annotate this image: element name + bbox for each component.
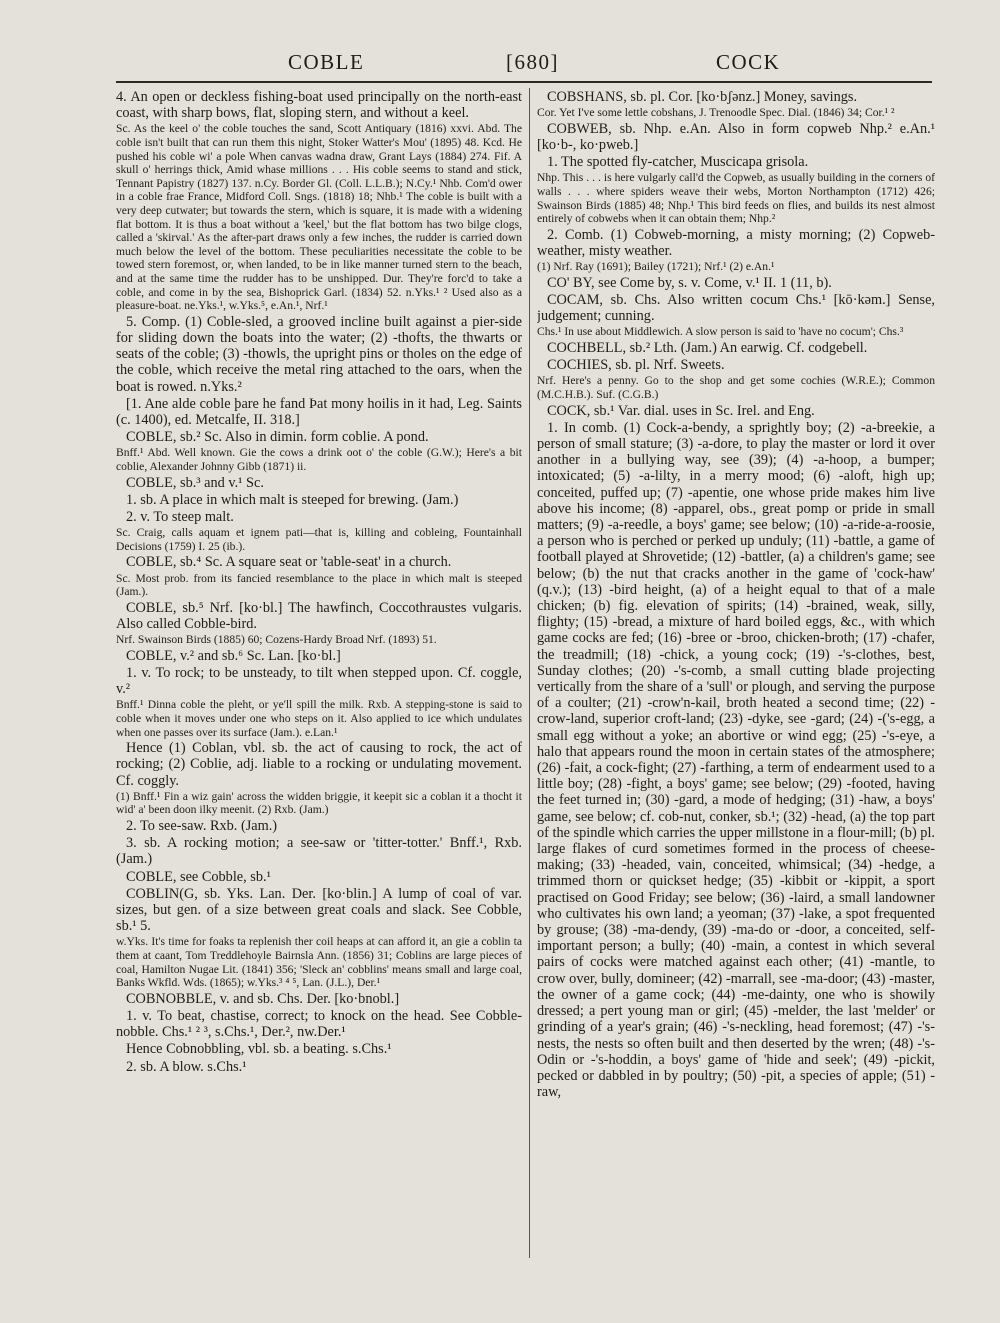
entry-paragraph: 5. Comp. (1) Coble-sled, a grooved incline built against a pier-side for sliding down the boats into the water; (2) -thofts, the thwarts or seats of the coble; (3) -thowls, the upright pins or tholes on the edge of the coble, which receive the metal ring attached to the oars, when the boat is rowed. n.Yks.² bbox=[116, 313, 522, 395]
citation-paragraph: w.Yks. It's time for foaks ta replenish ther coil heaps at can afford it, an gie a coblin ta them at caant, Tom Treddlehoyle Bairnsla Ann. (1856) 31; Coblins are large pieces of coal, Hamilton Nugae Lit. (1841) 356; 'Sleck an' cobblins' means small and large coal, Banks Wkfld. Wds. (1865); w.Yks.³ ⁴ ⁵, Lan. (J.L.), Der.¹ bbox=[116, 935, 522, 990]
citation-paragraph: Cor. Yet I've some lettle cobshans, J. Trenoodle Spec. Dial. (1846) 34; Cor.¹ ² bbox=[537, 106, 895, 120]
column-divider bbox=[529, 88, 530, 1258]
citation-paragraph: Nrf. Here's a penny. Go to the shop and get some cochies (W.R.E.); Common (M.C.H.B.). Suf. (C.G.B.) bbox=[537, 374, 935, 401]
citation-paragraph: Bnff.¹ Abd. Well known. Gie the cows a drink oot o' the coble (G.W.); Here's a bit coblie, Alexander Johnny Gibb (1871) ii. bbox=[116, 446, 522, 473]
right-column bbox=[537, 89, 935, 1269]
page-number: [680] bbox=[506, 50, 559, 74]
entry-paragraph: 1. In comb. (1) Cock-a-bendy, a sprightly boy; (2) -a-breekie, a person of small stature; (3) -a-dore, to play the master or lord it over another in a bullying way, see (39); (4) -a-hoop, a bumper; intoxicated; (5) -a-lilty, in a merry mood; (6) -aloft, high up; conceited, puffed up; (7) -apentie, one whose pride makes him live above his income; (8) -apparel, obs., great pomp or pride in small matters; (9) -a-reedle, a boys' game; see below; (10) -a-ride-a-roosie, a person who is perched or perked up unduly; (11) -battle, a game of football played at Shrovetide; (12) -battler, (a) a children's game; see below; (b) the nut that cracks another in the game of 'cock-haw' (q.v.); (13) -bird height, (a) of a height equal to that of a male chicken; (b) fig. elevation of spirits; (14) -brained, weak, silly, flighty; (15) -bread, a mixture of hard boiled eggs, &c., with which game cocks are fed; (16) -bree or -broo, chicken-broth; (17) -chafer, the treadmill; (18) -chick, a young cock; (19) -'s-clothes, best, Sunday clothes; (20) -'s-comb, a small cutting blade projecting vertically from the share of a 'sull' or plough, and serving the purpose of a coulter; (21) -crow'n-kail, broth heated a second time; (22) -crow-land, superior croft-land; (23) -dyke, see -gard; (24) -('s-egg, a small egg without a yoke; an abortive or wind egg; (25) -'s-eye, a halo that appears round the moon in certain states of the atmosphere; (26) -fait, a cock-fight; (27) -farthing, a term of endearment used to a little boy; (28) -fight, a boys' game; see below; (29) -footed, having the feet turned in; (30) -gard, a mode of hedging; (31) -haw, a boys' game, see below; cf. cob-nut, conker, sb.¹; (32) -head, (a) the top part of the spindle which carries the upper millstone in a flour-mill; (b) pl. large flakes of curd sometimes formed in the process of cheese-making; (33) -headed, vain, conceited, whimsical; (34) -hedge, a trimmed thorn or quickset hedge; (35) -kibbit or -kippit, a sport practised on Good Friday; see below; (36) -laird, a small landowner who cultivates his own land; a yeoman; (37) -lake, a spot frequented by grouse; (38) -ma-dendy, (39) -ma-do or -door, a conceited, self-important person; a bully; (40) -main, a contest in which several pairs of cocks were matched against each other; (41) -mantle, to crow over, bully, domineer; (42) -marrall, see -ma-door; (43) -master, the owner of a game cock; (44) -me-dainty, one who is showily dressed; a pert young man or girl; (45) -melder, the last 'melder' or grinding of a year's grain; (46) -'s-neckling, head foremost; (47) -'s-nests, the nests so often built and then deserted by the wren; (48) -'s-Odin or -'s-hoddin, a boys' game of 'hide and seek'; (49) -pickit, pecked or dabbled in by poultry; (50) -pit, a species of apple; (51) -raw, bbox=[537, 419, 935, 1101]
entry-paragraph: COBLIN(G, sb. Yks. Lan. Der. [ko·blin.] A lump of coal of var. sizes, but gen. of a size between great coals and slack. See Cobble, sb.¹ 5. bbox=[116, 885, 522, 935]
entry-paragraph: Hence Cobnobbling, vbl. sb. a beating. s.Chs.¹ bbox=[126, 1041, 392, 1058]
entry-paragraph: COBLE, sb.⁴ Sc. A square seat or 'table-seat' in a church. bbox=[126, 554, 452, 571]
running-head-right: COCK bbox=[716, 50, 781, 74]
citation-paragraph: (1) Bnff.¹ Fin a wiz gain' across the widden briggie, it keepit sic a coblan it a thocht it wid' a' been doon ilky meenit. (2) Rxb. (Jam.) bbox=[116, 789, 522, 817]
citation-paragraph: Bnff.¹ Dinna coble the pleht, or ye'll spill the milk. Rxb. A stepping-stone is said to coble when it moves under one who steps on it. Also applied to ice which undulates when one passes over its surface (Jam.). e.Lan.¹ bbox=[116, 698, 522, 739]
entry-paragraph: COBNOBBLE, v. and sb. Chs. Der. [ko·bnobl.] bbox=[126, 990, 400, 1007]
entry-paragraph: COBLE, v.² and sb.⁶ Sc. Lan. [ko·bl.] bbox=[126, 647, 341, 664]
entry-paragraph: 1. v. To rock; to be unsteady, to tilt when stepped upon. Cf. coggle, v.² bbox=[116, 664, 522, 698]
entry-paragraph: [1. Ane alde coble þare he fand Þat mony hoilis in it had, Leg. Saints (c. 1400), ed. Metcalfe, II. 318.] bbox=[116, 395, 522, 428]
entry-paragraph: COCHBELL, sb.² Lth. (Jam.) An earwig. Cf. codgebell. bbox=[547, 339, 868, 356]
entry-paragraph: COBLE, sb.² Sc. Also in dimin. form coblie. A pond. bbox=[126, 429, 429, 446]
entry-paragraph: 1. v. To beat, chastise, correct; to knock on the head. See Cobble-nobble. Chs.¹ ² ³, s.Chs.¹, Der.², nw.Der.¹ bbox=[116, 1007, 522, 1041]
entry-paragraph: 2. v. To steep malt. bbox=[126, 508, 234, 525]
running-head-left: COBLE bbox=[288, 50, 365, 74]
entry-paragraph: 2. To see-saw. Rxb. (Jam.) bbox=[126, 817, 278, 834]
citation-paragraph: Chs.¹ In use about Middlewich. A slow person is said to 'have no cocum'; Chs.³ bbox=[537, 325, 904, 339]
entry-paragraph: COCAM, sb. Chs. Also written cocum Chs.¹ [kō·kəm.] Sense, judgement; cunning. bbox=[537, 291, 935, 325]
left-column bbox=[116, 89, 522, 1269]
entry-paragraph: COBWEB, sb. Nhp. e.An. Also in form copweb Nhp.² e.An.¹ [ko·b-, ko·pweb.] bbox=[537, 120, 935, 153]
entry-paragraph: 2. sb. A blow. s.Chs.¹ bbox=[126, 1058, 247, 1075]
entry-paragraph: COCHIES, sb. pl. Nrf. Sweets. bbox=[547, 357, 725, 374]
entry-paragraph: 3. sb. A rocking motion; a see-saw or 'titter-totter.' Bnff.¹, Rxb. (Jam.) bbox=[116, 835, 522, 868]
entry-paragraph: COBLE, see Cobble, sb.¹ bbox=[126, 868, 271, 885]
citation-paragraph: Sc. Craig, calls aquam et ignem pati—that is, killing and cobleing, Fountainhall Decisions (1759) I. 25 (ib.). bbox=[116, 526, 522, 553]
citation-paragraph: Sc. As the keel o' the coble touches the sand, Scott Antiquary (1816) xxvi. Abd. The coble isn't built that can run them this night, Stoker Watter's Mou' (1895) 48. Kcd. He pushed his coble wi' a pole When canvas wadna draw, Grant Lays (1884) 274. Fif. A skull o' herrings thick, Amid whase millions . . . His coble seems to stand and stick, Tennant Papistry (1827) 137. n.Cy. Border Gl. (Coll. L.L.B.); N.Cy.¹ Nhb. Com'd ower in a coble frae France, Midford Coll. Sngs. (1818) 18; Nhb.¹ The coble is built with a very deep cutwater; but towards the stern, which is square, it is made with a widening flat bottom. It is thus a boat without a 'keel,' but the flat bottom has two bilge clogs, called a 'skirval.' As the after-part draws only a few inches, the rudder is carried down much below the level of the bottom. These peculiarities necessitate the coble to be towed stern foremost, or, when landed, to be in like manner turned stern to the beach, and at the same time the rudder has to be unshipped. Dur. They're forc'd to take a coble, and come in by the sea, Bishoprick Garl. (1834) 52. n.Yks.¹ ² Used also as a pleasure-boat. ne.Yks.¹, w.Yks.⁵, e.An.¹, Nrf.¹ bbox=[116, 122, 522, 313]
entry-paragraph: 2. Comb. (1) Cobweb-morning, a misty morning; (2) Copweb-weather, misty weather. bbox=[537, 226, 935, 259]
citation-paragraph: Nhp. This . . . is here vulgarly call'd the Copweb, as usually building in the corners of walls . . . where spiders weave their webs, Morton Northampton (1712) 426; Swainson Birds (1885) 48; Nhp.¹ This bird feeds on flies, and builds its nest almost entirely of cobwebs when it can obtain them; Nhp.² bbox=[537, 171, 935, 226]
entry-paragraph: COBLE, sb.³ and v.¹ Sc. bbox=[126, 474, 264, 491]
entry-paragraph: COBSHANS, sb. pl. Cor. [ko·bʃənz.] Money, savings. bbox=[547, 89, 858, 105]
entry-paragraph: 1. sb. A place in which malt is steeped for brewing. (Jam.) bbox=[126, 491, 459, 508]
entry-paragraph: 1. The spotted fly-catcher, Muscicapa grisola. bbox=[547, 154, 809, 171]
citation-paragraph: (1) Nrf. Ray (1691); Bailey (1721); Nrf.¹ (2) e.An.¹ bbox=[537, 260, 775, 274]
citation-paragraph: Sc. Most prob. from its fancied resemblance to the place in which malt is steeped (Jam.). bbox=[116, 571, 522, 599]
citation-paragraph: Nrf. Swainson Birds (1885) 60; Cozens-Hardy Broad Nrf. (1893) 51. bbox=[116, 633, 437, 647]
entry-paragraph: COCK, sb.¹ Var. dial. uses in Sc. Irel. and Eng. bbox=[547, 402, 815, 419]
entry-paragraph: Hence (1) Coblan, vbl. sb. the act of causing to rock, the act of rocking; (2) Coblie, adj. liable to a rocking or undulating movement. Cf. coggly. bbox=[116, 740, 522, 789]
header-rule bbox=[116, 81, 932, 83]
entry-paragraph: CO' BY, see Come by, s. v. Come, v.¹ II. 1 (11, b). bbox=[547, 274, 832, 291]
entry-paragraph: COBLE, sb.⁵ Nrf. [ko·bl.] The hawfinch, Coccothraustes vulgaris. Also called Cobble-bird. bbox=[116, 599, 522, 632]
entry-paragraph: 4. An open or deckless fishing-boat used principally on the north-east coast, with sharp bows, flat, sloping stern, and without a keel. bbox=[116, 89, 522, 122]
